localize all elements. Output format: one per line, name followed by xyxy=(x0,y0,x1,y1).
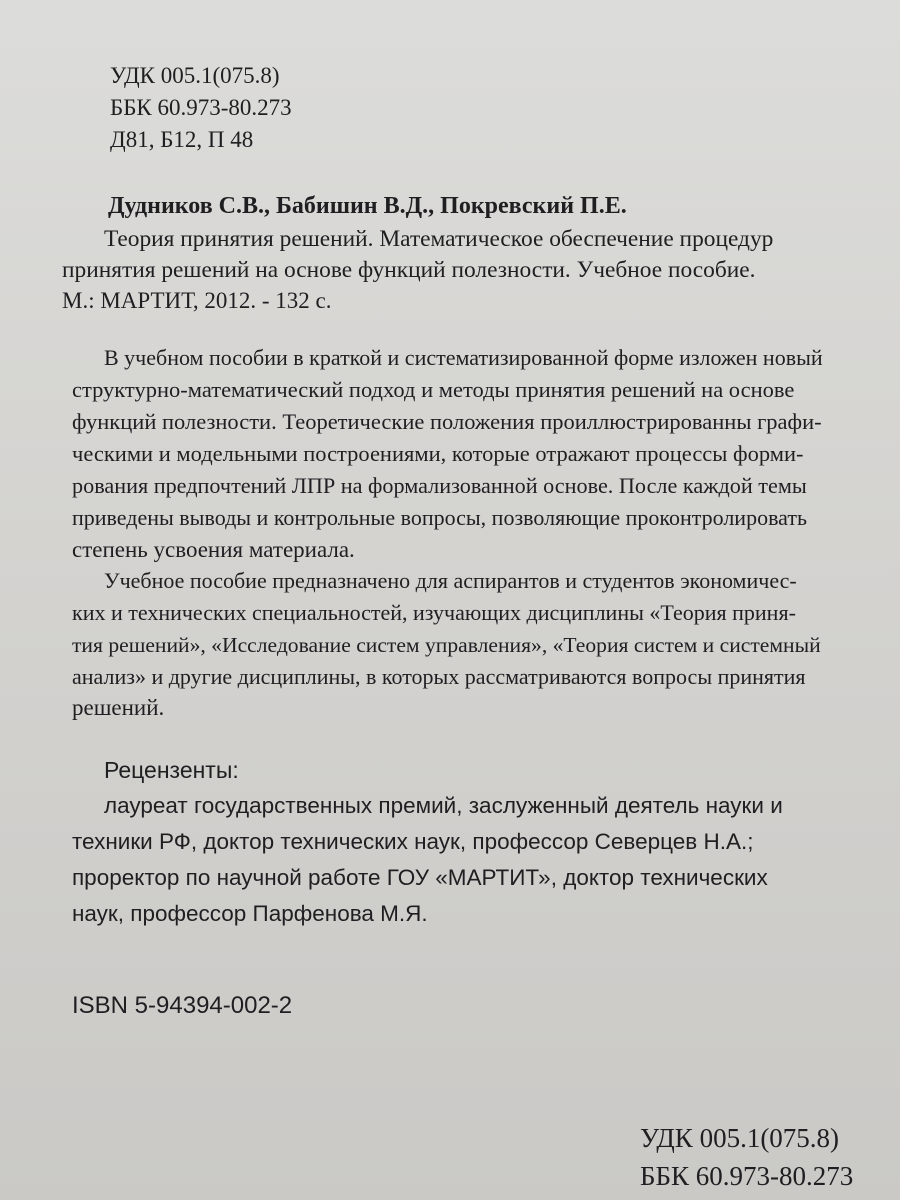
abstract-line: рования предпочтений ЛПР на формализованной основе. После каждой темы xyxy=(72,473,807,498)
udk-code: УДК 005.1(075.8) xyxy=(110,63,280,88)
abstract-line: ческими и модельными построениями, которые отражают процессы форми- xyxy=(72,441,804,466)
reviewer-line: проректор по научной работе ГОУ «МАРТИТ», доктор технических xyxy=(72,865,768,890)
abstract-line: В учебном пособии в краткой и систематизированной форме изложен новый xyxy=(104,345,823,370)
bib-line: М.: МАРТИТ, 2012. - 132 с. xyxy=(62,288,332,313)
bottom-bbk-code: ББК 60.973-80.273 xyxy=(640,1161,854,1191)
reviewer-line: лауреат государственных премий, заслуженный деятель науки и xyxy=(104,793,783,818)
reviewer-line: наук, профессор Парфенова М.Я. xyxy=(72,901,428,926)
abstract-line: приведены выводы и контрольные вопросы, позволяющие проконтролировать xyxy=(72,505,808,530)
abstract-line: анализ» и другие дисциплины, в которых рассматриваются вопросы принятия xyxy=(72,664,806,689)
abstract-line: Учебное пособие предназначено для аспирантов и студентов экономичес- xyxy=(104,568,797,593)
reviewer-line: техники РФ, доктор технических наук, профессор Северцев Н.А.; xyxy=(72,829,754,854)
author-codes: Д81, Б12, П 48 xyxy=(110,127,254,152)
bib-line: принятия решений на основе функций полезности. Учебное пособие. xyxy=(62,257,756,283)
abstract-line: структурно-математический подход и методы принятия решений на основе xyxy=(72,377,795,402)
bottom-udk-code: УДК 005.1(075.8) xyxy=(640,1123,840,1153)
reviewers-heading: Рецензенты: xyxy=(104,757,239,783)
isbn: ISBN 5-94394-002-2 xyxy=(72,992,293,1019)
abstract-line: функций полезности. Теоретические положения проиллюстрированны графи- xyxy=(72,409,822,434)
bbk-code: ББК 60.973-80.273 xyxy=(110,95,292,120)
abstract-line: ких и технических специальностей, изучающих дисциплины «Теория приня- xyxy=(72,600,796,625)
abstract-line: решений. xyxy=(72,695,165,720)
abstract-line: тия решений», «Исследование систем управления», «Теория систем и системный xyxy=(72,633,821,657)
authors: Дудников С.В., Бабишин В.Д., Покревский П.Е. xyxy=(108,193,627,219)
bib-line: Теория принятия решений. Математическое обеспечение процедур xyxy=(104,226,774,252)
abstract-line: степень усвоения материала. xyxy=(72,537,355,562)
